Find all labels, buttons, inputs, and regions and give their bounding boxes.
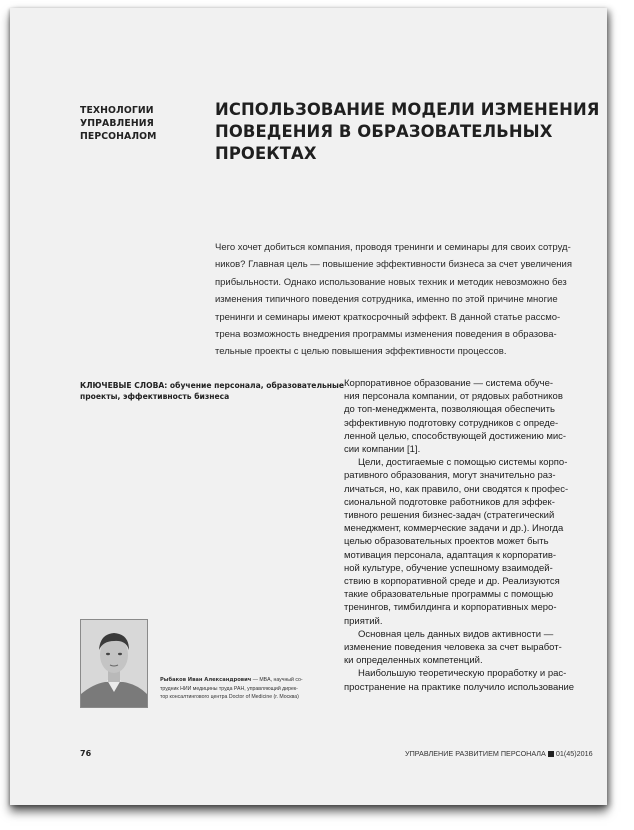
abstract-line: изменения типичного поведения сотрудника, именно по этой причине многие	[215, 294, 558, 306]
body-line: личаться, но, как правило, они сводятся к профес-	[344, 483, 569, 495]
magazine-page	[10, 8, 607, 805]
section-label	[80, 104, 157, 144]
author-line: тор консалтингового центра Doctor of Medicine (г. Москва)	[160, 694, 299, 701]
title-line: ПОВЕДЕНИЯ В ОБРАЗОВАТЕЛЬНЫХ	[215, 121, 553, 141]
abstract-line: тельные проекты с целью повышения эффективности процессов.	[215, 346, 507, 358]
body-line: ния персонала компании, от рядовых работников	[344, 391, 563, 403]
abstract-line: Чего хочет добиться компания, проводя тренинги и семинары для своих сотруд-	[215, 242, 571, 253]
body-line: Цели, достигаемые с помощью системы корпо-	[358, 457, 568, 469]
body-line: мотивация персонала, адаптация к корпоратив-	[344, 549, 557, 561]
body-line: ной культуре, обучение успешному взаимодей-	[344, 562, 553, 574]
square-separator-icon	[548, 751, 554, 757]
journal-footer	[405, 749, 593, 758]
title-line: ИСПОЛЬЗОВАНИЕ МОДЕЛИ ИЗМЕНЕНИЯ	[215, 100, 600, 119]
abstract-line: прибыльности. Однако использование новых техник и методик невозможно без	[215, 276, 567, 288]
body-line: ствию в корпоративной среде и др. Реализуются	[344, 576, 560, 588]
body-line: тренингов, тимбилдинга и корпоративных меро-	[344, 602, 557, 614]
body-line: ративного образования, могут значительно раз-	[344, 470, 556, 482]
author-line	[160, 676, 335, 685]
body-line: Наибольшую теоретическую проработку и рас-	[358, 668, 567, 680]
keywords-line: проекты, эффективность бизнеса	[80, 392, 230, 402]
body-line: до топ-менеджмента, позволяющая обеспечить	[344, 404, 555, 416]
section-label-line: УПРАВЛЕНИЯ	[80, 118, 154, 130]
abstract-line: ников? Главная цель — повышение эффективности бизнеса за счет увеличения	[215, 259, 573, 271]
abstract-line: тренинги и семинары имеют краткосрочный эффект. В данной статье рассмо-	[215, 311, 561, 323]
body-line: пространение на практике получило использование	[344, 681, 575, 693]
body-line: ленной целью, способствующей достижению мис-	[344, 430, 567, 442]
body-line: менеджмент, коммерческие задачи и др.). Иногда	[344, 523, 564, 535]
article-body	[344, 377, 594, 694]
body-line: изменение поведения человека за счет выработ-	[344, 642, 562, 654]
article-abstract	[215, 239, 595, 361]
author-line: трудник НИИ медицины труда РАН, управляющий дирек-	[160, 685, 298, 692]
author-role: — MBA, научный со-	[251, 677, 303, 683]
body-line: сиональной подготовке работников для эффек-	[344, 496, 555, 508]
body-line: Корпоративное образование — система обуче-	[344, 378, 554, 389]
author-name: Рыбаков Иван Александрович	[160, 677, 252, 683]
body-line: Основная цель данных видов активности —	[358, 628, 554, 640]
page-number: 76	[80, 749, 92, 758]
body-line: сии компании [1].	[344, 444, 421, 456]
journal-issue: 01(45)2016	[555, 749, 593, 758]
keywords-block	[80, 380, 345, 403]
body-line: ки определенных компетенций.	[344, 655, 483, 667]
article-title	[215, 99, 600, 164]
journal-name: УПРАВЛЕНИЕ РАЗВИТИЕМ ПЕРСОНАЛА	[405, 749, 546, 758]
title-line: ПРОЕКТАХ	[215, 143, 317, 163]
section-label-line: ТЕХНОЛОГИИ	[80, 105, 154, 116]
body-line: эффективную подготовку сотрудников с опреде-	[344, 417, 559, 429]
abstract-line: трена возможность внедрения программы изменения поведения в образова-	[215, 329, 557, 341]
keywords-line: КЛЮЧЕВЫЕ СЛОВА: обучение персонала, образовательные	[80, 381, 345, 390]
body-line: такие образовательные программы с помощью	[344, 589, 554, 601]
body-line: целью образовательных проектов может быть	[344, 536, 549, 548]
body-line: приятий.	[344, 615, 383, 627]
body-line: тивного решения бизнес-задач (стратегический	[344, 510, 555, 522]
author-info	[160, 676, 335, 702]
author-photo	[80, 619, 148, 708]
section-label-line: ПЕРСОНАЛОМ	[80, 131, 157, 143]
